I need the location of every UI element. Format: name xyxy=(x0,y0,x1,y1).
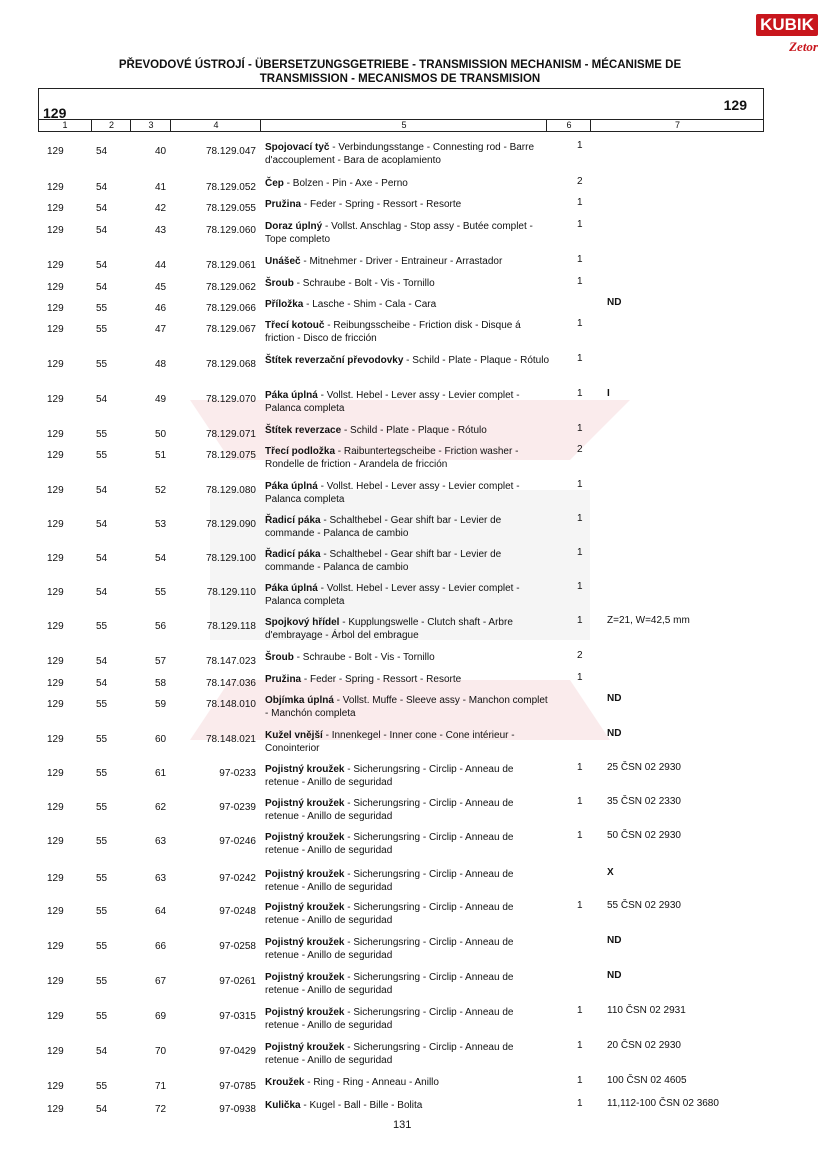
part-description xyxy=(265,729,550,755)
page-title xyxy=(60,58,740,86)
part-translations: - Sicherungsring - Circlip - Anneau de retenue - Anillo de seguridad xyxy=(265,1042,514,1066)
part-number: 78.129.075 xyxy=(205,450,256,461)
col-2-page: 55 xyxy=(96,699,108,710)
part-number: 78.129.068 xyxy=(205,359,256,370)
col-3-position: 40 xyxy=(155,146,167,157)
col-3-position: 50 xyxy=(155,429,167,440)
part-name: Třecí podložka xyxy=(265,446,336,457)
note: ND xyxy=(607,935,622,946)
col-1-group: 129 xyxy=(47,1104,64,1115)
part-number: 97-0785 xyxy=(219,1081,256,1092)
part-translations: - Innenkegel - Inner cone - Cone intérieur - Conointerior xyxy=(265,730,515,754)
part-translations: - Kupplungswelle - Clutch shaft - Arbre d'embrayage - Árbol del embrague xyxy=(265,617,513,641)
part-name: Pojistný kroužek xyxy=(265,832,345,843)
quantity: 1 xyxy=(577,762,583,773)
part-translations: - Vollst. Hebel - Lever assy - Levier complet - Palanca completa xyxy=(265,583,520,607)
part-translations: - Sicherungsring - Circlip - Anneau de retenue - Anillo de seguridad xyxy=(265,972,514,996)
part-number: 78.129.060 xyxy=(205,225,256,236)
col-2-page: 54 xyxy=(96,485,108,496)
quantity: 1 xyxy=(577,423,583,434)
col-2-page: 54 xyxy=(96,1104,108,1115)
quantity: 1 xyxy=(577,254,583,265)
part-description xyxy=(265,616,550,642)
col-2-page: 55 xyxy=(96,621,108,632)
part-name: Objímka úplná xyxy=(265,695,334,706)
col-1-group: 129 xyxy=(47,1011,64,1022)
quantity: 1 xyxy=(577,615,583,626)
col-2-page: 54 xyxy=(96,553,108,564)
part-number: 78.129.055 xyxy=(205,203,256,214)
col-2-page: 55 xyxy=(96,1011,108,1022)
part-number: 78.129.052 xyxy=(205,182,256,193)
col-2-page: 55 xyxy=(96,768,108,779)
col-3-position: 55 xyxy=(155,587,167,598)
part-number: 97-0938 xyxy=(219,1104,256,1115)
col-3-position: 70 xyxy=(155,1046,167,1057)
part-translations: - Schild - Plate - Plaque - Rótulo xyxy=(403,355,550,366)
part-number: 97-0248 xyxy=(219,906,256,917)
col-1-group: 129 xyxy=(47,941,64,952)
col-2-page: 54 xyxy=(96,225,108,236)
part-name: Třecí kotouč xyxy=(265,320,325,331)
col-2-page: 55 xyxy=(96,450,108,461)
col-1-group: 129 xyxy=(47,519,64,530)
quantity: 1 xyxy=(577,1075,583,1086)
quantity: 2 xyxy=(577,650,583,661)
part-number: 78.148.010 xyxy=(205,699,256,710)
part-description xyxy=(265,198,550,211)
col-3-position: 60 xyxy=(155,734,167,745)
quantity: 1 xyxy=(577,547,583,558)
note: 25 ČSN 02 2930 xyxy=(607,762,681,773)
note: 11,112-100 ČSN 02 3680 xyxy=(607,1098,719,1109)
column-header-row xyxy=(39,119,763,131)
part-description xyxy=(265,1041,550,1067)
part-description xyxy=(265,971,550,997)
part-description xyxy=(265,797,550,823)
part-description xyxy=(265,480,550,506)
part-translations: - Feder - Spring - Ressort - Resorte xyxy=(301,199,462,210)
part-name: Pojistný kroužek xyxy=(265,798,345,809)
part-number: 78.148.021 xyxy=(205,734,256,745)
col-1-group: 129 xyxy=(47,282,64,293)
part-name: Čep xyxy=(265,178,284,189)
col-3-position: 51 xyxy=(155,450,167,461)
note: ND xyxy=(607,297,622,308)
note: ND xyxy=(607,728,622,739)
part-number: 97-0261 xyxy=(219,976,256,987)
part-number: 97-0258 xyxy=(219,941,256,952)
part-translations: - Vollst. Hebel - Lever assy - Levier complet - Palanca completa xyxy=(265,481,520,505)
col-1-group: 129 xyxy=(47,906,64,917)
part-description xyxy=(265,424,550,437)
part-description xyxy=(265,354,550,367)
part-name: Pojistný kroužek xyxy=(265,1007,345,1018)
note: ND xyxy=(607,970,622,981)
part-name: Pojistný kroužek xyxy=(265,869,345,880)
title-line-1: PŘEVODOVÉ ÚSTROJÍ - ÜBERSETZUNGSGETRIEBE - TRANSMISSION MECHANISM - MÉCANISME DE xyxy=(118,59,682,71)
col-3-position: 45 xyxy=(155,282,167,293)
col-header-1: 1 xyxy=(62,120,68,130)
note: 100 ČSN 02 4605 xyxy=(607,1075,687,1086)
part-translations: - Sicherungsring - Circlip - Anneau de retenue - Anillo de seguridad xyxy=(265,869,514,893)
part-name: Pojistný kroužek xyxy=(265,764,345,775)
part-name: Pojistný kroužek xyxy=(265,972,345,983)
col-3-position: 48 xyxy=(155,359,167,370)
col-1-group: 129 xyxy=(47,836,64,847)
part-name: Pojistný kroužek xyxy=(265,902,345,913)
part-name: Unášeč xyxy=(265,256,301,267)
col-2-page: 54 xyxy=(96,282,108,293)
part-number: 97-0315 xyxy=(219,1011,256,1022)
col-3-position: 53 xyxy=(155,519,167,530)
col-3-position: 66 xyxy=(155,941,167,952)
part-name: Kroužek xyxy=(265,1077,305,1088)
note: 55 ČSN 02 2930 xyxy=(607,900,681,911)
logo-sub: Zetor xyxy=(789,39,818,54)
col-2-page: 55 xyxy=(96,359,108,370)
group-header xyxy=(38,88,764,132)
part-translations: - Schraube - Bolt - Vis - Tornillo xyxy=(293,278,435,289)
part-translations: - Bolzen - Pin - Axe - Perno xyxy=(283,178,408,189)
group-number-right: 129 xyxy=(723,97,747,113)
quantity: 1 xyxy=(577,388,583,399)
note: 50 ČSN 02 2930 xyxy=(607,830,681,841)
col-1-group: 129 xyxy=(47,678,64,689)
part-number: 78.129.066 xyxy=(205,303,256,314)
col-2-page: 54 xyxy=(96,678,108,689)
part-number: 97-0242 xyxy=(219,873,256,884)
part-translations: - Feder - Spring - Ressort - Resorte xyxy=(301,674,462,685)
col-1-group: 129 xyxy=(47,225,64,236)
col-1-group: 129 xyxy=(47,429,64,440)
col-2-page: 54 xyxy=(96,587,108,598)
col-1-group: 129 xyxy=(47,203,64,214)
part-translations: - Schild - Plate - Plaque - Rótulo xyxy=(341,425,487,436)
group-number-left: 129 xyxy=(43,105,67,121)
quantity: 1 xyxy=(577,140,583,151)
col-2-page: 54 xyxy=(96,182,108,193)
part-description xyxy=(265,319,550,345)
note: ND xyxy=(607,693,622,704)
col-2-page: 54 xyxy=(96,394,108,405)
quantity: 1 xyxy=(577,318,583,329)
part-translations: - Schraube - Bolt - Vis - Tornillo xyxy=(293,652,435,663)
part-description xyxy=(265,548,550,574)
quantity: 2 xyxy=(577,176,583,187)
quantity: 1 xyxy=(577,219,583,230)
part-translations: - Mitnehmer - Driver - Entraineur - Arrastador xyxy=(300,256,503,267)
col-header-7: 7 xyxy=(590,120,764,131)
col-2-page: 54 xyxy=(96,656,108,667)
quantity: 2 xyxy=(577,444,583,455)
part-number: 78.129.080 xyxy=(205,485,256,496)
col-1-group: 129 xyxy=(47,768,64,779)
part-description xyxy=(265,1099,550,1112)
title-line-2: TRANSMISSION - MECANISMOS DE TRANSMISION xyxy=(259,73,541,85)
part-number: 78.129.110 xyxy=(206,587,256,598)
note: X xyxy=(607,867,614,878)
part-description xyxy=(265,220,550,246)
logo-brand: KUBIK xyxy=(756,14,818,36)
quantity: 1 xyxy=(577,796,583,807)
quantity: 1 xyxy=(577,900,583,911)
col-2-page: 55 xyxy=(96,976,108,987)
col-3-position: 46 xyxy=(155,303,167,314)
part-name: Spojkový hřídel xyxy=(265,617,340,628)
col-1-group: 129 xyxy=(47,450,64,461)
part-translations: - Lasche - Shim - Cala - Cara xyxy=(303,299,437,310)
part-description xyxy=(265,141,550,167)
col-3-position: 64 xyxy=(155,906,167,917)
part-translations: - Sicherungsring - Circlip - Anneau de retenue - Anillo de seguridad xyxy=(265,832,514,856)
col-3-position: 72 xyxy=(155,1104,167,1115)
col-1-group: 129 xyxy=(47,394,64,405)
col-1-group: 129 xyxy=(47,303,64,314)
part-name: Pojistný kroužek xyxy=(265,1042,345,1053)
col-1-group: 129 xyxy=(47,1081,64,1092)
part-translations: - Ring - Ring - Anneau - Anillo xyxy=(304,1077,439,1088)
col-3-position: 54 xyxy=(155,553,167,564)
col-header-3: 3 xyxy=(130,120,171,131)
col-3-position: 62 xyxy=(155,802,167,813)
part-number: 78.147.036 xyxy=(205,678,256,689)
part-number: 78.129.047 xyxy=(205,146,256,157)
note: 110 ČSN 02 2931 xyxy=(607,1005,686,1016)
col-3-position: 52 xyxy=(155,485,167,496)
col-1-group: 129 xyxy=(47,587,64,598)
col-3-position: 59 xyxy=(155,699,167,710)
col-header-6: 6 xyxy=(546,120,591,131)
part-description xyxy=(265,673,550,686)
part-translations: - Vollst. Hebel - Lever assy - Levier complet - Palanca completa xyxy=(265,390,520,414)
part-number: 97-0239 xyxy=(219,802,256,813)
part-name: Štítek reverzace xyxy=(265,425,342,436)
part-translations: - Reibungsscheibe - Friction disk - Disque á friction - Disco de fricción xyxy=(265,320,521,344)
part-name: Páka úplná xyxy=(265,583,318,594)
col-1-group: 129 xyxy=(47,260,64,271)
part-description xyxy=(265,514,550,540)
part-translations: - Verbindungsstange - Connesting rod - Barre d'accouplement - Bara de acoplamiento xyxy=(265,142,535,166)
quantity: 1 xyxy=(577,276,583,287)
part-description xyxy=(265,868,550,894)
part-description xyxy=(265,1076,550,1089)
col-1-group: 129 xyxy=(47,553,64,564)
part-number: 97-0233 xyxy=(219,768,256,779)
part-translations: - Schalthebel - Gear shift bar - Levier de commande - Palanca de cambio xyxy=(265,549,502,573)
col-2-page: 55 xyxy=(96,324,108,335)
col-1-group: 129 xyxy=(47,1046,64,1057)
part-translations: - Sicherungsring - Circlip - Anneau de retenue - Anillo de seguridad xyxy=(265,798,514,822)
col-2-page: 55 xyxy=(96,941,108,952)
note: 35 ČSN 02 2330 xyxy=(607,796,681,807)
col-3-position: 42 xyxy=(155,203,167,214)
part-name: Pružina xyxy=(265,674,302,685)
part-translations: - Sicherungsring - Circlip - Anneau de retenue - Anillo de seguridad xyxy=(265,1007,514,1031)
page-number: 131 xyxy=(393,1119,412,1131)
part-description xyxy=(265,901,550,927)
part-translations: - Kugel - Ball - Bille - Bolita xyxy=(300,1100,423,1111)
part-description xyxy=(265,831,550,857)
col-1-group: 129 xyxy=(47,621,64,632)
part-name: Štítek reverzační převodovky xyxy=(265,355,404,366)
col-1-group: 129 xyxy=(47,976,64,987)
part-number: 97-0246 xyxy=(219,836,256,847)
quantity: 1 xyxy=(577,513,583,524)
note: Z=21, W=42,5 mm xyxy=(607,615,690,626)
part-name: Pružina xyxy=(265,199,302,210)
part-number: 78.129.067 xyxy=(205,324,256,335)
part-description xyxy=(265,298,550,311)
col-2-page: 55 xyxy=(96,802,108,813)
col-3-position: 56 xyxy=(155,621,167,632)
col-2-page: 55 xyxy=(96,1081,108,1092)
part-number: 97-0429 xyxy=(219,1046,256,1057)
quantity: 1 xyxy=(577,1098,583,1109)
col-2-page: 55 xyxy=(96,429,108,440)
part-name: Šroub xyxy=(265,652,294,663)
col-3-position: 58 xyxy=(155,678,167,689)
part-description xyxy=(265,651,550,664)
part-name: Kužel vnější xyxy=(265,730,323,741)
col-2-page: 55 xyxy=(96,734,108,745)
part-translations: - Raibuntertegscheibe - Friction washer - Rondelle de friction - Arandela de fricción xyxy=(265,446,519,470)
part-description xyxy=(265,1006,550,1032)
part-description xyxy=(265,177,550,190)
col-3-position: 49 xyxy=(155,394,167,405)
col-3-position: 67 xyxy=(155,976,167,987)
col-3-position: 71 xyxy=(155,1081,167,1092)
col-header-4: 4 xyxy=(170,120,261,131)
part-name: Šroub xyxy=(265,278,294,289)
col-3-position: 61 xyxy=(155,768,167,779)
part-number: 78.129.118 xyxy=(206,621,256,632)
col-header-5: 5 xyxy=(260,120,547,131)
col-3-position: 47 xyxy=(155,324,167,335)
part-description xyxy=(265,763,550,789)
note: I xyxy=(607,388,610,399)
quantity: 1 xyxy=(577,830,583,841)
part-translations: - Sicherungsring - Circlip - Anneau de retenue - Anillo de seguridad xyxy=(265,764,514,788)
part-description xyxy=(265,694,550,720)
col-3-position: 41 xyxy=(155,182,167,193)
col-1-group: 129 xyxy=(47,699,64,710)
kubik-zetor-logo xyxy=(756,14,818,66)
col-1-group: 129 xyxy=(47,324,64,335)
part-number: 78.129.071 xyxy=(205,429,256,440)
col-2-page: 55 xyxy=(96,836,108,847)
col-2-page: 54 xyxy=(96,203,108,214)
part-translations: - Sicherungsring - Circlip - Anneau de retenue - Anillo de seguridad xyxy=(265,937,514,961)
quantity: 1 xyxy=(577,1040,583,1051)
quantity: 1 xyxy=(577,479,583,490)
col-2-page: 54 xyxy=(96,146,108,157)
part-name: Pojistný kroužek xyxy=(265,937,345,948)
quantity: 1 xyxy=(577,581,583,592)
col-2-page: 55 xyxy=(96,303,108,314)
part-number: 78.129.062 xyxy=(205,282,256,293)
part-translations: - Vollst. Muffe - Sleeve assy - Manchon complet - Manchón completa xyxy=(265,695,548,719)
part-number: 78.129.070 xyxy=(205,394,256,405)
quantity: 1 xyxy=(577,197,583,208)
quantity: 1 xyxy=(577,672,583,683)
part-name: Spojovací tyč xyxy=(265,142,330,153)
col-1-group: 129 xyxy=(47,485,64,496)
quantity: 1 xyxy=(577,1005,583,1016)
col-2-page: 55 xyxy=(96,873,108,884)
part-name: Řadicí páka xyxy=(265,515,321,526)
col-3-position: 69 xyxy=(155,1011,167,1022)
col-1-group: 129 xyxy=(47,802,64,813)
col-3-position: 63 xyxy=(155,873,167,884)
note: 20 ČSN 02 2930 xyxy=(607,1040,681,1051)
part-number: 78.129.061 xyxy=(205,260,256,271)
part-number: 78.147.023 xyxy=(205,656,256,667)
part-name: Doraz úplný xyxy=(265,221,323,232)
part-description xyxy=(265,445,550,471)
part-name: Kulička xyxy=(265,1100,301,1111)
col-3-position: 43 xyxy=(155,225,167,236)
part-name: Řadicí páka xyxy=(265,549,321,560)
part-description xyxy=(265,277,550,290)
col-1-group: 129 xyxy=(47,146,64,157)
col-1-group: 129 xyxy=(47,359,64,370)
part-description xyxy=(265,936,550,962)
part-name: Páka úplná xyxy=(265,390,318,401)
col-3-position: 63 xyxy=(155,836,167,847)
part-name: Páka úplná xyxy=(265,481,318,492)
col-1-group: 129 xyxy=(47,182,64,193)
col-2-page: 54 xyxy=(96,260,108,271)
col-3-position: 44 xyxy=(155,260,167,271)
col-2-page: 54 xyxy=(96,519,108,530)
col-2-page: 55 xyxy=(96,906,108,917)
part-description xyxy=(265,389,550,415)
part-number: 78.129.090 xyxy=(205,519,256,530)
quantity: 1 xyxy=(577,353,583,364)
col-2-page: 54 xyxy=(96,1046,108,1057)
col-1-group: 129 xyxy=(47,734,64,745)
part-description xyxy=(265,582,550,608)
part-number: 78.129.100 xyxy=(205,553,256,564)
col-3-position: 57 xyxy=(155,656,167,667)
part-name: Příložka xyxy=(265,299,304,310)
part-description xyxy=(265,255,550,268)
part-translations: - Sicherungsring - Circlip - Anneau de retenue - Anillo de seguridad xyxy=(265,902,514,926)
col-1-group: 129 xyxy=(47,873,64,884)
part-translations: - Vollst. Anschlag - Stop assy - Butée complet - Tope completo xyxy=(265,221,533,245)
col-header-2: 2 xyxy=(91,120,131,131)
col-1-group: 129 xyxy=(47,656,64,667)
part-translations: - Schalthebel - Gear shift bar - Levier de commande - Palanca de cambio xyxy=(265,515,502,539)
